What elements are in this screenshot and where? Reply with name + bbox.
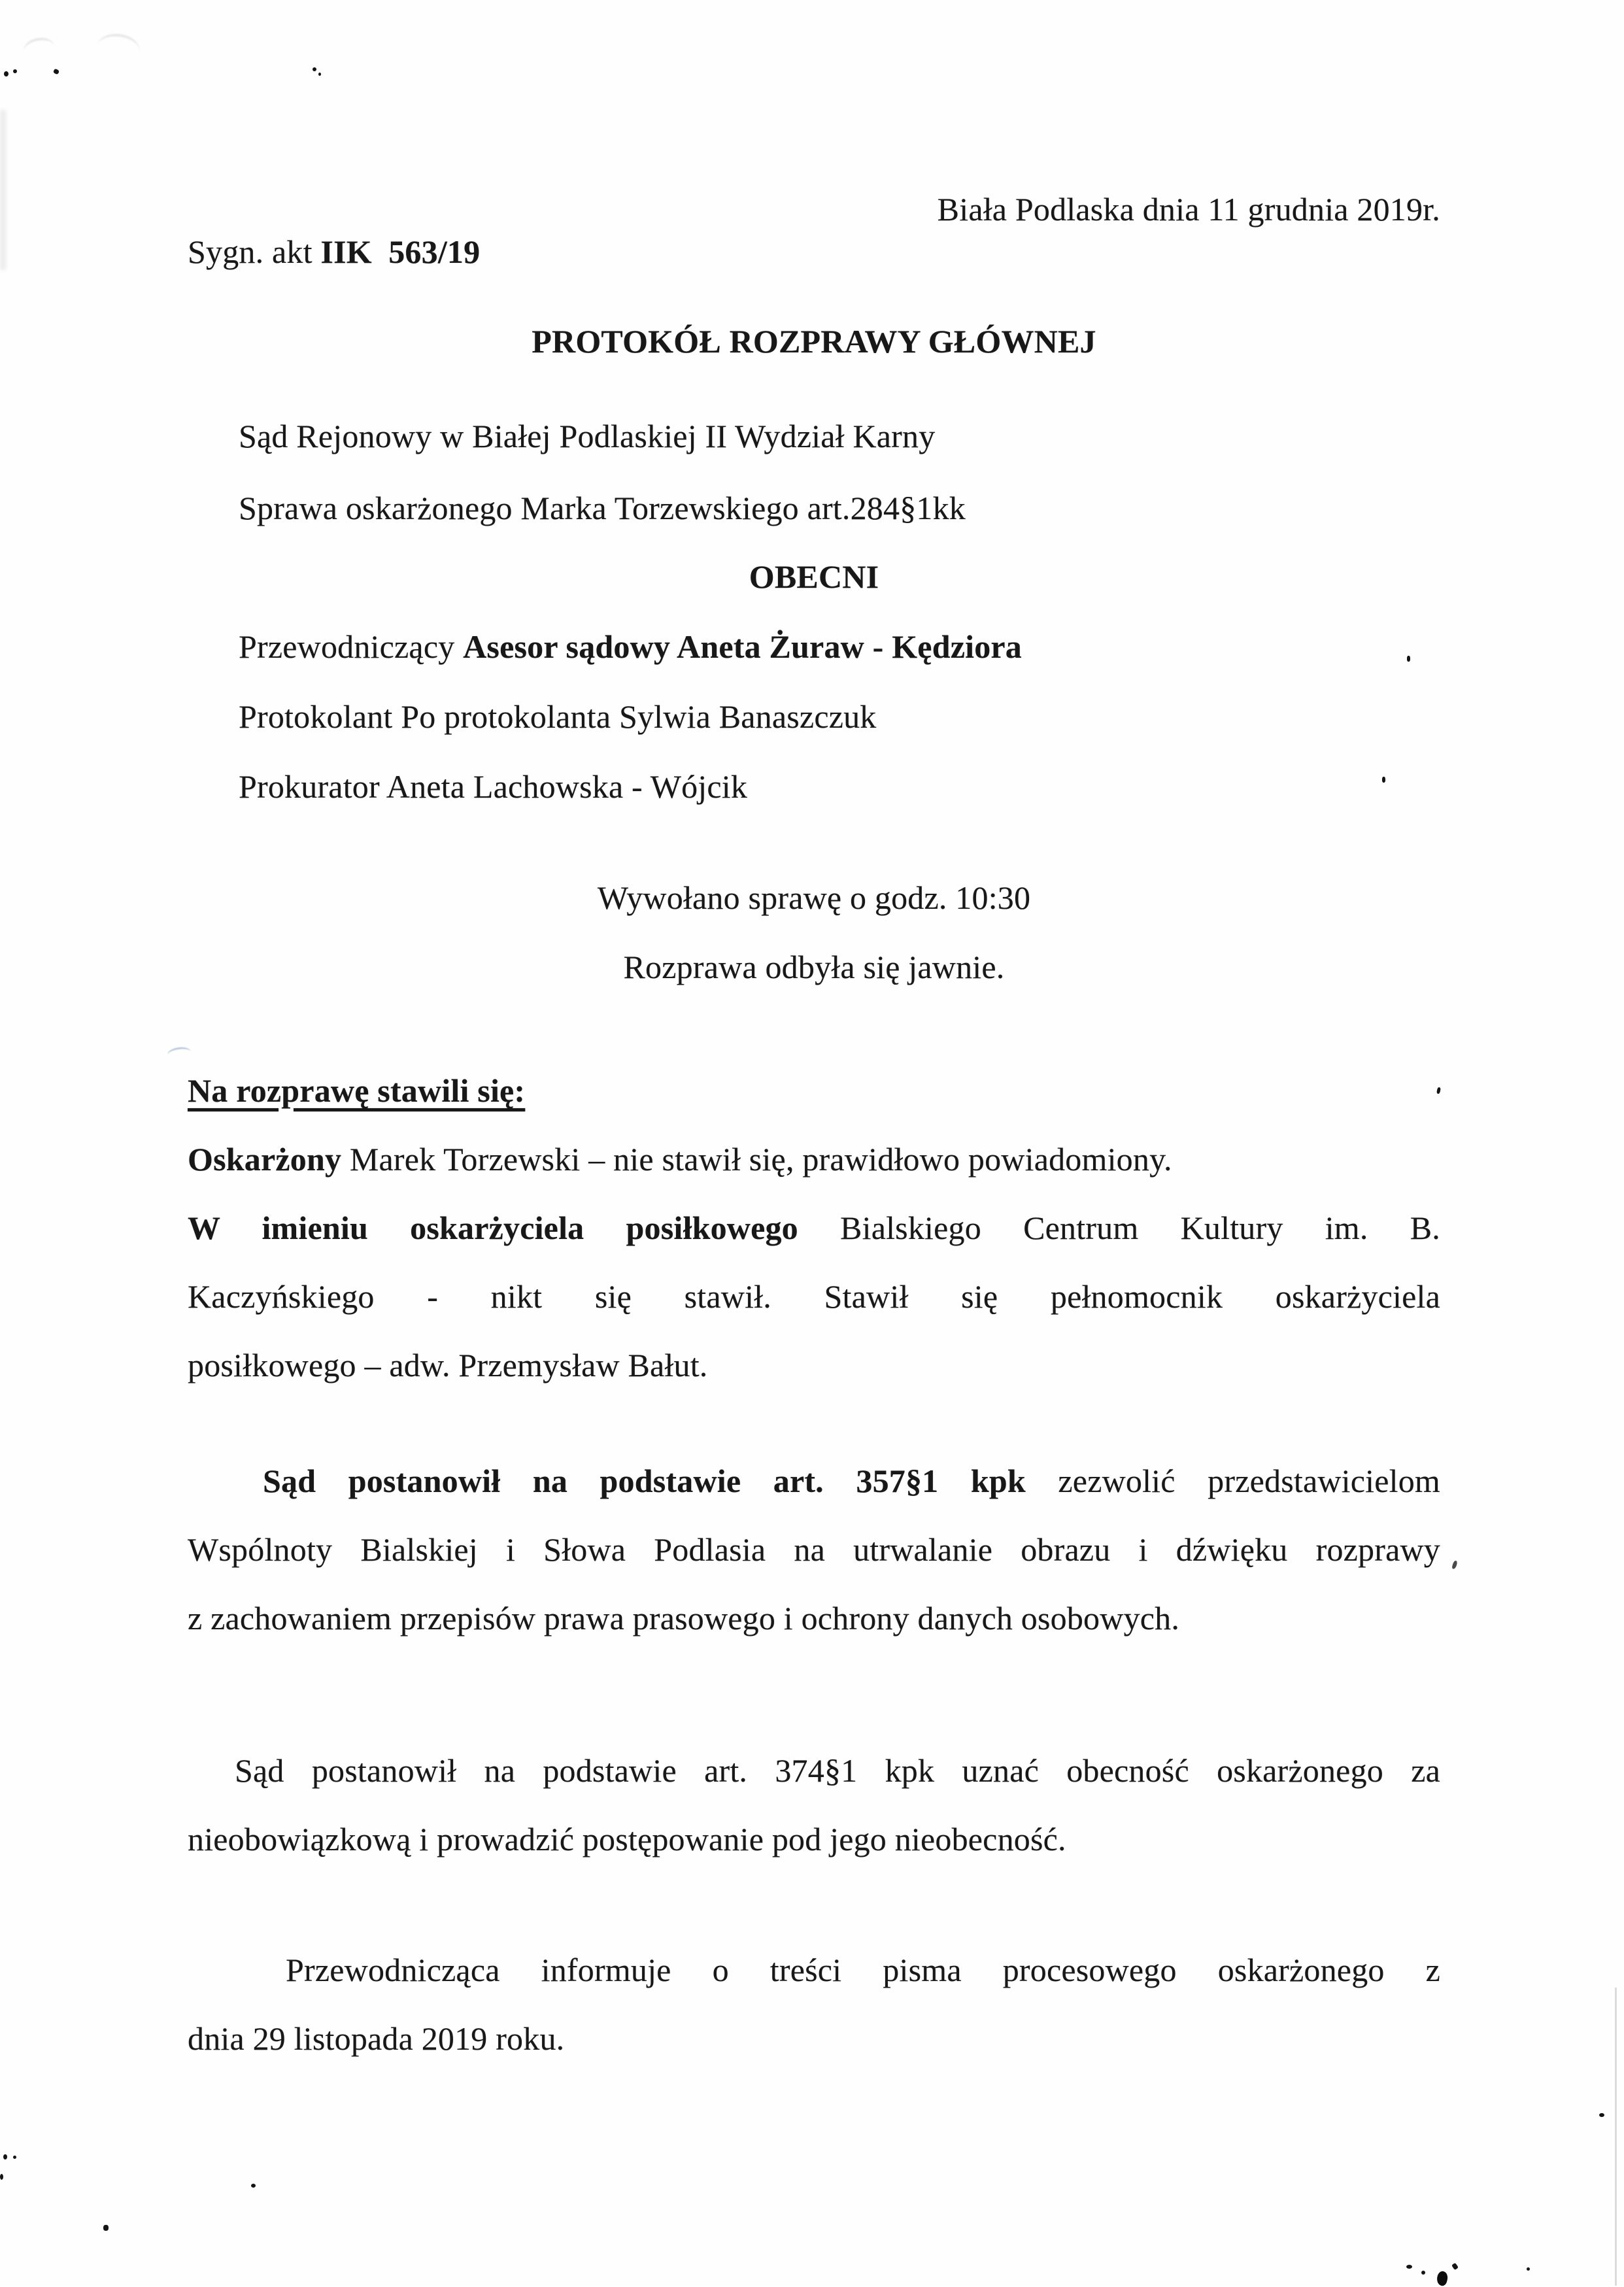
scan-speckle [1382, 777, 1385, 783]
ruling-357-line-3-text: z zachowaniem przepisów prawa prasowego i ochrony danych osobowych. [188, 1600, 1180, 1636]
ruling-374-line-2-text: nieobowiązkową i prowadzić postępowanie pod jego nieobecność. [188, 1821, 1066, 1857]
ink-comma-artifact [1451, 1560, 1458, 1569]
ruling-357-line-3 [188, 1584, 1440, 1653]
called-text: Wywołano sprawę o godz. 10:30 [597, 879, 1031, 916]
paper-crease-mark [95, 31, 142, 67]
scan-speckle [1407, 656, 1410, 662]
aux-prosecutor-line-1 [188, 1194, 1440, 1262]
chair-line [188, 612, 1440, 682]
document-title [188, 307, 1440, 376]
intro-block [188, 400, 1440, 544]
case-reference-number: IIK 563/19 [320, 233, 481, 270]
scan-speckle [318, 73, 321, 76]
clerk-line [188, 682, 1440, 752]
paper-crease-mark [22, 35, 56, 63]
case-line [188, 472, 1440, 544]
defendant-status: Marek Torzewski – nie stawił się, prawidłowo powiadomiony. [341, 1141, 1172, 1177]
prosecutor-line [188, 752, 1440, 822]
scanner-edge-shadow [0, 110, 6, 270]
scan-speckle [13, 69, 17, 73]
scan-speckle [3, 2154, 7, 2160]
scan-speckle [1406, 2265, 1412, 2269]
called-line [188, 863, 1440, 932]
scanner-edge-line [1615, 1988, 1617, 2286]
scan-speckle [251, 2184, 256, 2188]
chair-role: Przewodniczący [239, 628, 464, 665]
date-text: Biała Podlaska dnia 11 grudnia 2019r. [937, 191, 1440, 228]
scan-speckle [1421, 2271, 1425, 2275]
aux-prosecutor-line-3-text: posiłkowego – adw. Przemysław Bałut. [188, 1347, 708, 1383]
clerk-text: Protokolant Po protokolanta Sylwia Banaszczuk [239, 698, 877, 735]
ruling-357-bold: Sąd postanowił na podstawie art. 357§1 kpk [263, 1463, 1026, 1499]
scan-speckle [4, 71, 8, 76]
defendant-line [188, 1125, 1440, 1194]
court-line-text: Sąd Rejonowy w Białej Podlaskiej II Wydział Karny [239, 418, 936, 454]
ruling-357-rest: zezwolić przedstawicielom [1025, 1463, 1440, 1499]
scan-speckle [13, 2156, 16, 2159]
chair-name: Asesor sądowy Aneta Żuraw - Kędziora [463, 628, 1022, 665]
scan-speckle [1527, 2267, 1530, 2271]
ruling-374-line-1-text: Sąd postanowił na podstawie art. 374§1 kpk uznać obecność oskarżonego za [235, 1752, 1440, 1789]
case-line-text: Sprawa oskarżonego Marka Torzewskiego art.284§1kk [239, 490, 966, 526]
notice-block [188, 1936, 1440, 2073]
notice-line-2-text: dnia 29 listopada 2019 roku. [188, 2020, 565, 2057]
ruling-357-line-2 [188, 1516, 1440, 1584]
scan-speckle [53, 68, 59, 75]
ruling-374-line-2 [188, 1805, 1440, 1874]
notice-line-1 [188, 1936, 1440, 2005]
ruling-374-block [188, 1736, 1440, 1874]
appearances-block [188, 1057, 1440, 1400]
appearances-heading [188, 1057, 1440, 1125]
ruling-357-line-2-text: Wspólnoty Bialskiej i Słowa Podlasia na utrwalanie obrazu i dźwięku rozprawy [188, 1531, 1440, 1568]
ruling-374-line-1 [188, 1736, 1440, 1805]
present-heading [188, 543, 1440, 611]
defendant-label: Oskarżony [188, 1141, 342, 1177]
scan-speckle [0, 2174, 3, 2180]
prosecutor-text: Prokurator Aneta Lachowska - Wójcik [239, 768, 748, 805]
case-reference [188, 218, 1440, 286]
scan-speckle [1599, 2113, 1604, 2117]
scan-speckle [313, 67, 316, 71]
scan-speckle [103, 2225, 109, 2231]
public-hearing-line [188, 932, 1440, 1002]
appearances-heading-text: Na rozprawę stawili się: [188, 1072, 526, 1109]
called-block [188, 863, 1440, 1002]
notice-line-1-text: Przewodnicząca informuje o treści pisma procesowego oskarżonego z [286, 1952, 1440, 1988]
aux-prosecutor-label: W imieniu oskarżyciela posiłkowego [188, 1210, 798, 1246]
scan-speckle [1451, 2263, 1459, 2270]
ink-blob-artifact [1436, 2270, 1449, 2286]
present-heading-text: OBECNI [749, 558, 879, 595]
aux-prosecutor-line-2 [188, 1262, 1440, 1331]
ruling-357-line-1 [188, 1447, 1440, 1516]
notice-line-2 [188, 2005, 1440, 2073]
aux-prosecutor-rest: Bialskiego Centrum Kultury im. B. [798, 1210, 1440, 1246]
court-line [188, 400, 1440, 472]
case-reference-prefix: Sygn. akt [188, 233, 321, 270]
present-block [188, 612, 1440, 822]
aux-prosecutor-line-3 [188, 1331, 1440, 1400]
document-title-text: PROTOKÓŁ ROZPRAWY GŁÓWNEJ [532, 323, 1096, 360]
aux-prosecutor-line-2-text: Kaczyńskiego - nikt się stawił. Stawił się pełnomocnik oskarżyciela [188, 1278, 1440, 1315]
public-hearing-text: Rozprawa odbyła się jawnie. [623, 949, 1005, 985]
ruling-357-block [188, 1447, 1440, 1653]
